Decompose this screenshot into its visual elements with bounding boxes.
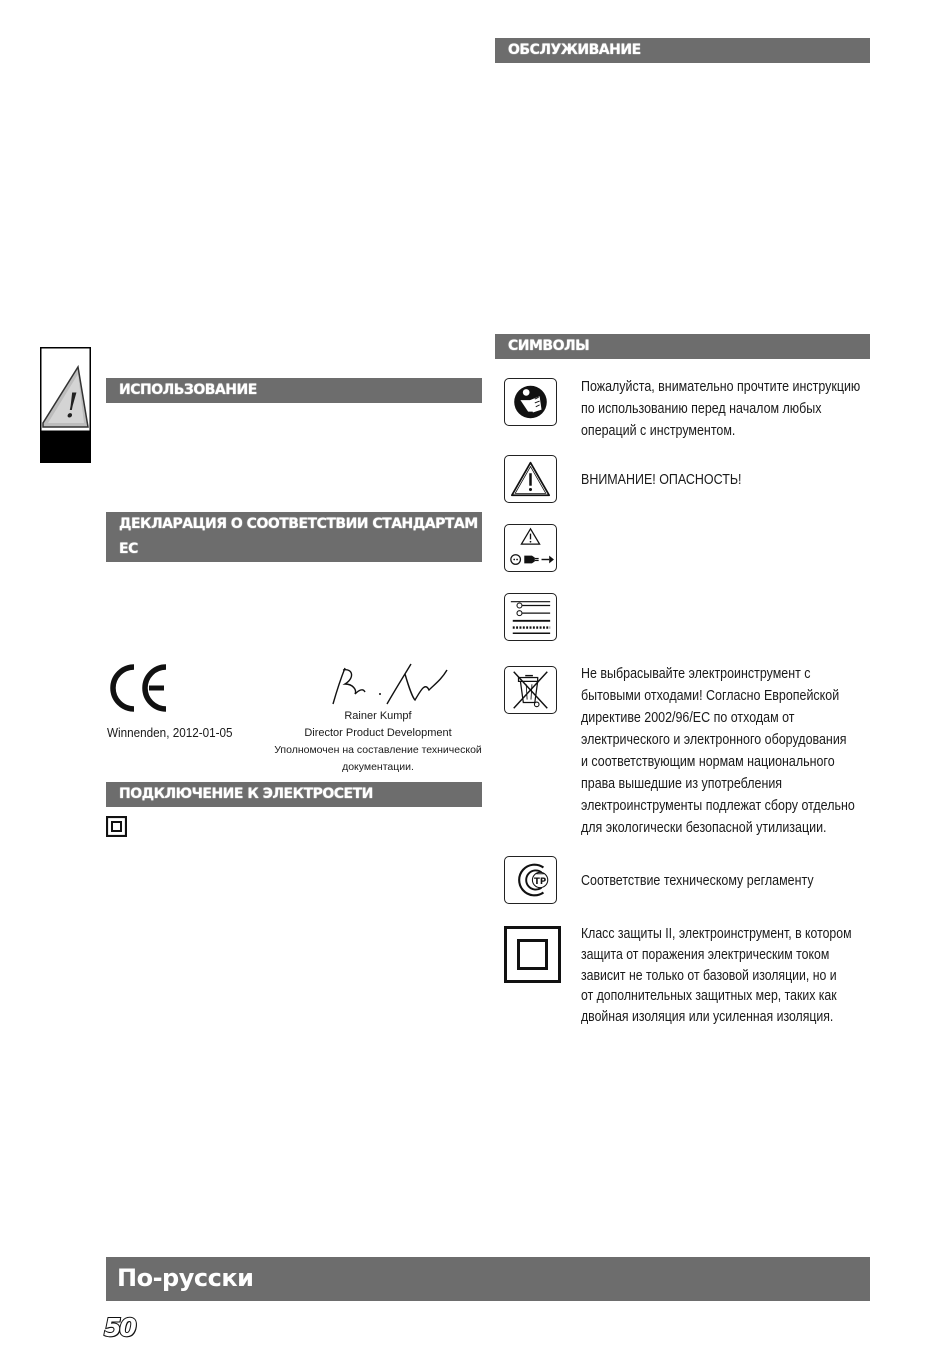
symbol-text-1-line-2: по использованию перед началом любых [581,401,822,417]
symbol-text-7-line-5: двойная изоляция или усиленная изоляция. [581,1009,834,1026]
declaration-place-date: Winnenden, 2012-01-05 [107,725,233,740]
footer-language: По-русски [117,1264,254,1292]
symbol-text-7-line-4: от дополнительных защитных мер, таких как [581,988,837,1005]
symbol-text-1 [581,376,860,442]
symbol-icon-box-4 [504,593,557,641]
symbol-text-5-line-4: электрического и электронного оборудования [581,732,847,748]
signer-authorized-2: документации. [342,761,414,773]
read-manual-icon [505,379,556,425]
ce-mark [108,664,172,712]
section-symbols: СИМВОЛЫ [495,334,870,359]
weee-bin-icon [505,667,556,713]
warning-triangle-icon [505,456,556,502]
symbol-text-2 [581,469,741,491]
symbol-text-5-line-8: для экологически безопасной утилизации. [581,820,827,836]
symbol-text-5-line-5: и соответствующим нормам национального [581,754,835,770]
symbol-text-2-line-1: ВНИМАНИЕ! ОПАСНОСТЬ! [581,472,742,488]
symbol-text-6 [581,870,814,892]
ce-mark-icon [108,664,172,712]
symbol-text-7 [581,924,852,1028]
power-class-2-symbol [106,816,127,837]
symbol-icon-box-2 [504,455,557,503]
signer-name: Rainer Kumpf [344,710,412,722]
symbol-text-1-line-1: Пожалуйста, внимательно прочтите инструкцию [581,379,861,395]
symbol-icon-box-7 [504,926,561,983]
accessories-icon [505,594,556,640]
section-power: ПОДКЛЮЧЕНИЕ К ЭЛЕКТРОСЕТИ [106,782,482,807]
symbol-text-5-line-7: электроинструменты подлежат сбору отдельно [581,798,855,814]
protection-class-2-icon [504,926,561,983]
symbol-text-5-line-3: директиве 2002/96/ЕС по отходам от [581,710,795,726]
signature [325,660,455,708]
svg-text:TP: TP [533,876,547,887]
symbol-text-5 [581,663,855,839]
ctp-certification-icon [505,857,556,903]
svg-text:!: ! [65,386,79,426]
page-number: 50 [104,1313,135,1342]
double-square-icon [106,816,127,837]
symbol-text-1-line-3: операций с инструментом. [581,423,736,439]
symbol-icon-box-1 [504,378,557,426]
symbol-text-7-line-2: защита от поражения электрическим током [581,946,830,963]
symbol-icon-box-3 [504,524,557,572]
section-declaration: ДЕКЛАРАЦИЯ О СООТВЕТСТВИИ СТАНДАРТАМ ЕС [106,512,482,562]
side-warning-tab [40,347,91,463]
symbol-text-5-line-6: права вышедшие из употребления [581,776,783,792]
symbol-text-6-line-1: Соответствие техническому регламенту [581,873,814,889]
symbol-text-7-line-1: Класс защиты II, электроинструмент, в котором [581,926,852,942]
section-usage: ИСПОЛЬЗОВАНИЕ [106,378,482,403]
warning-exclamation-icon [40,347,91,463]
section-maintenance: ОБСЛУЖИВАНИЕ [495,38,870,63]
symbol-icon-box-6 [504,856,557,904]
symbol-text-7-line-3: зависит не только от базовой изоляции, но и [581,967,837,984]
signer-title: Director Product Development [304,727,452,739]
unplug-warning-icon [505,525,556,571]
signer-authorized-1: Уполномочен на составление технической [274,744,482,756]
symbol-text-5-line-1: Не выбрасывайте электроинструмент с [581,666,811,682]
symbol-text-5-line-2: бытовыми отходами! Согласно Европейской [581,688,840,704]
signature-icon [325,660,455,708]
footer-language-bar [106,1257,870,1301]
symbol-icon-box-5 [504,666,557,714]
